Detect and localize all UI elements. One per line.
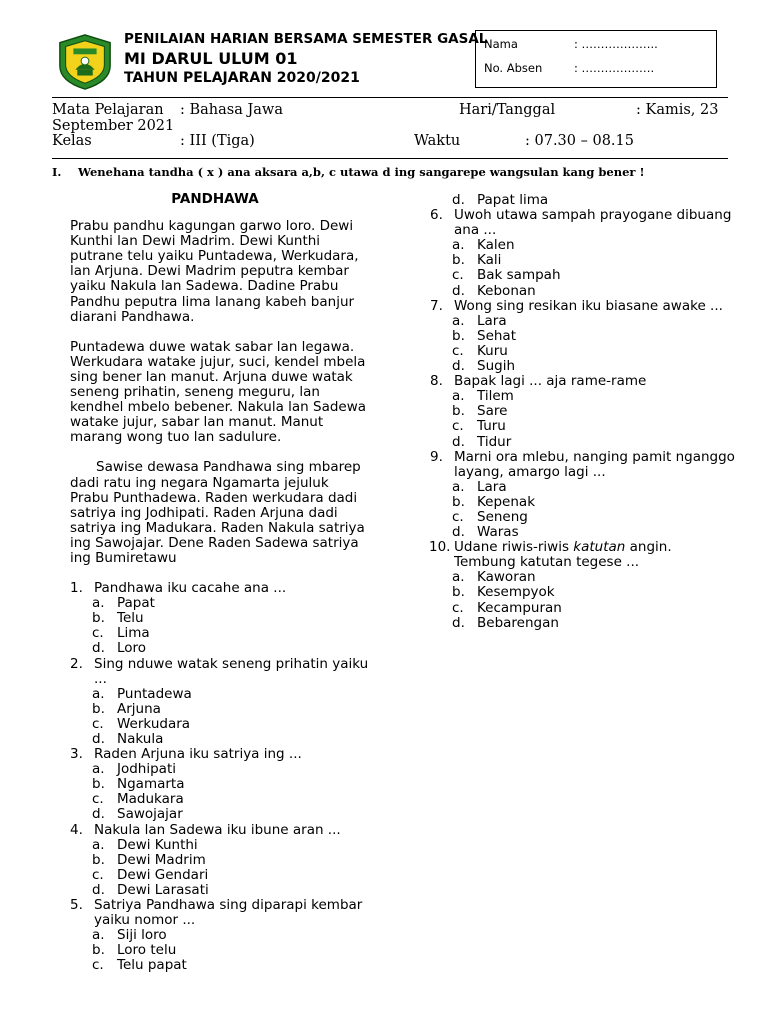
column-right: [430, 193, 740, 631]
answer-option[interactable]: [70, 732, 370, 747]
option-letter: c.: [92, 715, 104, 732]
option-letter: d.: [92, 640, 105, 657]
option-letter: b.: [452, 493, 465, 510]
option-text: Loro telu: [117, 942, 177, 959]
answer-option[interactable]: [430, 419, 740, 434]
option-letter: a.: [452, 237, 465, 254]
answer-option[interactable]: [70, 702, 370, 717]
option-letter: b.: [92, 942, 105, 959]
instruction-number: I.: [52, 165, 62, 179]
answer-option[interactable]: [430, 585, 740, 600]
name-row: [484, 37, 658, 51]
answer-option[interactable]: [430, 359, 740, 374]
option-text: Tilem: [477, 388, 514, 405]
option-letter: b.: [452, 252, 465, 269]
option-letter: a.: [92, 836, 105, 853]
option-text: Kepenak: [477, 493, 536, 510]
option-text: Seneng: [477, 508, 528, 525]
option-letter: c.: [92, 625, 104, 642]
answer-option[interactable]: [70, 777, 370, 792]
answer-option[interactable]: [70, 943, 370, 958]
question-item: [70, 657, 370, 687]
divider-top: [52, 97, 728, 98]
option-letter: d.: [452, 524, 465, 541]
answer-option[interactable]: [70, 807, 370, 822]
answer-option[interactable]: [70, 762, 370, 777]
option-text: Lara: [477, 312, 507, 329]
option-letter: c.: [452, 267, 464, 284]
passage-paragraph-1: Prabu pandhu kagungan garwo loro. Dewi Kunthi lan Dewi Madrim. Dewi Kunthi putrane telu yaiku Puntadewa, Werkudara, lan Arjuna. Dewi Madrim peputra kembar yaiku Nakula lan Sadewa. Dadine Prabu Pandhu peputra lima lanang kabeh banjur diarani Pandhawa.: [70, 218, 359, 325]
answer-option[interactable]: [70, 868, 370, 883]
option-text: Siji loro: [117, 927, 167, 944]
answer-option[interactable]: [70, 958, 370, 973]
option-text: Dewi Gendari: [117, 866, 209, 883]
option-letter: c.: [452, 342, 464, 359]
answer-option[interactable]: [70, 641, 370, 656]
option-letter: b.: [452, 327, 465, 344]
option-text: Dewi Madrim: [117, 851, 206, 868]
answer-option[interactable]: [430, 389, 740, 404]
absen-label: No. Absen: [484, 61, 543, 75]
passage-paragraph-3: Sawise dewasa Pandhawa sing mbarep dadi ratu ing negara Ngamarta jejuluk Prabu Punthadewa. Raden werkudara dadi satriya ing Jodhipati. Raden Arjuna dadi satriya ing Madukara. Raden Nakula satriya ing Sawojajar. Dene Raden Sadewa satriya ing Bumiretawu: [70, 459, 365, 566]
option-text: Waras: [477, 524, 519, 541]
option-text: Sawojajar: [117, 806, 183, 823]
option-letter: c.: [452, 599, 464, 616]
option-text: Dewi Larasati: [117, 881, 209, 898]
question-text: Pandhawa iku cacahe ana ...: [94, 580, 287, 597]
time-label: Waktu: [414, 133, 461, 149]
day-value-continued: September 2021: [52, 118, 175, 134]
question-number: 9.: [430, 448, 443, 465]
option-text: Loro: [117, 640, 147, 657]
option-text: Madukara: [117, 791, 184, 808]
option-text: Kalen: [477, 237, 515, 254]
option-text: Puntadewa: [117, 685, 192, 702]
option-text: Kuru: [477, 342, 508, 359]
question-text: Uwoh utawa sampah prayogane dibuang ana ...: [454, 207, 732, 239]
option-letter: d.: [92, 731, 105, 747]
option-text: Nakula: [117, 731, 164, 747]
option-letter: b.: [92, 851, 105, 868]
option-letter: c.: [452, 418, 464, 435]
option-text: Bak sampah: [477, 267, 561, 284]
option-letter: a.: [92, 685, 105, 702]
option-text: Turu: [477, 418, 506, 435]
option-text: Sugih: [477, 358, 516, 375]
class-value: : III (Tiga): [180, 133, 255, 149]
option-letter: a.: [452, 388, 465, 405]
answer-option[interactable]: [70, 853, 370, 868]
question-number: 4.: [70, 821, 83, 838]
answer-option[interactable]: [430, 435, 740, 450]
answer-option[interactable]: [70, 611, 370, 626]
option-letter: d.: [452, 282, 465, 299]
option-text: Kali: [477, 252, 502, 269]
option-text: Papat lima: [477, 192, 549, 208]
option-text: Dewi Kunthi: [117, 836, 198, 853]
school-logo: [56, 33, 114, 91]
option-text: Werkudara: [117, 715, 191, 732]
option-letter: b.: [452, 584, 465, 601]
option-letter: a.: [92, 595, 105, 612]
academic-year: TAHUN PELAJARAN 2020/2021: [124, 70, 360, 86]
option-letter: d.: [452, 358, 465, 375]
question-item: [430, 299, 740, 314]
header-title: PENILAIAN HARIAN BERSAMA SEMESTER GASAL: [124, 31, 488, 47]
answer-option[interactable]: [430, 193, 740, 208]
question-item: [430, 374, 740, 389]
answer-option[interactable]: [70, 928, 370, 943]
option-text: Tidur: [477, 433, 512, 450]
option-letter: a.: [452, 569, 465, 586]
column-left: [70, 192, 370, 974]
answer-option[interactable]: [430, 480, 740, 495]
option-letter: b.: [92, 776, 105, 793]
question-list-left: [70, 581, 370, 973]
answer-option[interactable]: [430, 601, 740, 616]
answer-option[interactable]: [430, 329, 740, 344]
answer-option[interactable]: [70, 838, 370, 853]
option-letter: a.: [452, 478, 465, 495]
subject-value: : Bahasa Jawa: [180, 102, 283, 118]
answer-option[interactable]: [430, 238, 740, 253]
answer-option[interactable]: [430, 570, 740, 585]
answer-option[interactable]: [430, 284, 740, 299]
option-letter: a.: [92, 761, 105, 778]
question-number: 7.: [430, 297, 443, 314]
question-number: 3.: [70, 746, 83, 763]
option-letter: b.: [92, 700, 105, 717]
question-10-options: [430, 570, 740, 630]
option-text: Telu: [117, 610, 144, 627]
option-letter: d.: [92, 806, 105, 823]
option-text: Lara: [477, 478, 507, 495]
question-item: [70, 581, 370, 596]
option-text: Arjuna: [117, 700, 161, 717]
question-list-right: [430, 208, 740, 540]
day-label: Hari/Tanggal: [459, 102, 556, 118]
school-name: MI DARUL ULUM 01: [124, 49, 298, 68]
option-text: Sehat: [477, 327, 516, 344]
answer-option[interactable]: [70, 883, 370, 898]
option-text: Telu papat: [117, 957, 187, 974]
student-id-box: [475, 30, 717, 88]
absen-row: [484, 61, 654, 75]
answer-option[interactable]: [70, 717, 370, 732]
option-text: Sare: [477, 403, 508, 420]
answer-option[interactable]: [70, 626, 370, 641]
option-letter: b.: [452, 403, 465, 420]
answer-option[interactable]: [70, 687, 370, 702]
question-text: Sing nduwe watak seneng prihatin yaiku ...: [94, 655, 369, 687]
option-text: Kecampuran: [477, 599, 562, 616]
answer-option[interactable]: [70, 792, 370, 807]
question-number: 10.: [429, 539, 451, 556]
answer-option[interactable]: [430, 314, 740, 329]
option-text: Papat: [117, 595, 155, 612]
passage-title: PANDHAWA: [171, 191, 259, 207]
question-text: Raden Arjuna iku satriya ing ...: [94, 746, 302, 763]
instruction-text: Wenehana tandha ( x ) ana aksara a,b, c utawa d ing sangarepe wangsulan kang bener !: [78, 165, 645, 179]
question-10: [430, 540, 740, 570]
question-number: 5.: [70, 897, 83, 914]
option-letter: a.: [92, 927, 105, 944]
question-number: 1.: [70, 580, 83, 597]
question-text: Marni ora mlebu, nanging pamit nganggo layang, amargo lagi ...: [454, 448, 735, 480]
passage-paragraph-2: Puntadewa duwe watak sabar lan legawa. Werkudara watake jujur, suci, kendel mbela sing bener lan manut. Arjuna duwe watak seneng prihatin, seneng meguru, lan kendhel mbelo bebener. Nakula lan Sadewa watake jujur, sabar lan manut. Manut marang wong tuo lan sadulure.: [70, 338, 367, 446]
question-text: Wong sing resikan iku biasane awake ...: [454, 297, 723, 314]
question-item: [70, 747, 370, 762]
option-letter: d.: [452, 192, 465, 208]
day-value: : Kamis, 23: [636, 102, 719, 118]
option-letter: d.: [92, 881, 105, 898]
answer-option[interactable]: [430, 495, 740, 510]
time-value: : 07.30 – 08.15: [525, 133, 634, 149]
question-number: 6.: [430, 207, 443, 224]
option-letter: d.: [452, 614, 465, 631]
divider-bottom: [52, 158, 728, 159]
option-letter: c.: [92, 866, 104, 883]
answer-option[interactable]: [430, 404, 740, 419]
name-field[interactable]: : ………………..: [574, 37, 658, 51]
question-text-pre: Udane riwis-riwis: [454, 539, 574, 556]
question-text-post: angin.: [625, 539, 672, 556]
option-text: Kebonan: [477, 282, 536, 299]
answer-option[interactable]: [430, 510, 740, 525]
answer-option[interactable]: [430, 525, 740, 540]
name-label: Nama: [484, 37, 518, 51]
option-letter: c.: [452, 508, 464, 525]
option-text: Ngamarta: [117, 776, 185, 793]
answer-option[interactable]: [430, 268, 740, 283]
question-item: [70, 823, 370, 838]
option-text: Lima: [117, 625, 150, 642]
answer-option[interactable]: [430, 616, 740, 631]
question-item: [70, 898, 370, 928]
absen-field[interactable]: : ……………….: [574, 61, 655, 75]
answer-option[interactable]: [430, 253, 740, 268]
option-letter: b.: [92, 610, 105, 627]
option-letter: d.: [452, 433, 465, 450]
option-text: Kaworan: [477, 569, 536, 586]
question-text: Bapak lagi ... aja rame-rame: [454, 373, 647, 390]
answer-option[interactable]: [70, 596, 370, 611]
option-letter: c.: [92, 791, 104, 808]
subject-label: Mata Pelajaran: [52, 102, 164, 118]
instruction: [52, 165, 645, 179]
option-letter: a.: [452, 312, 465, 329]
question-item: [430, 208, 740, 238]
question-text-italic: katutan: [573, 539, 626, 556]
option-text: Kesempyok: [477, 584, 555, 601]
question-item: [430, 450, 740, 480]
question-text: Nakula lan Sadewa iku ibune aran ...: [94, 821, 341, 838]
question-text-line2: Tembung katutan tegese ...: [454, 554, 640, 571]
answer-option[interactable]: [430, 344, 740, 359]
question-text: Satriya Pandhawa sing diparapi kembar yaiku nomor ...: [94, 897, 363, 929]
question-number: 8.: [430, 373, 443, 390]
class-label: Kelas: [52, 133, 92, 149]
option-text: Bebarengan: [477, 614, 559, 631]
question-number: 2.: [70, 655, 83, 672]
option-text: Jodhipati: [117, 761, 177, 778]
option-letter: c.: [92, 957, 104, 974]
